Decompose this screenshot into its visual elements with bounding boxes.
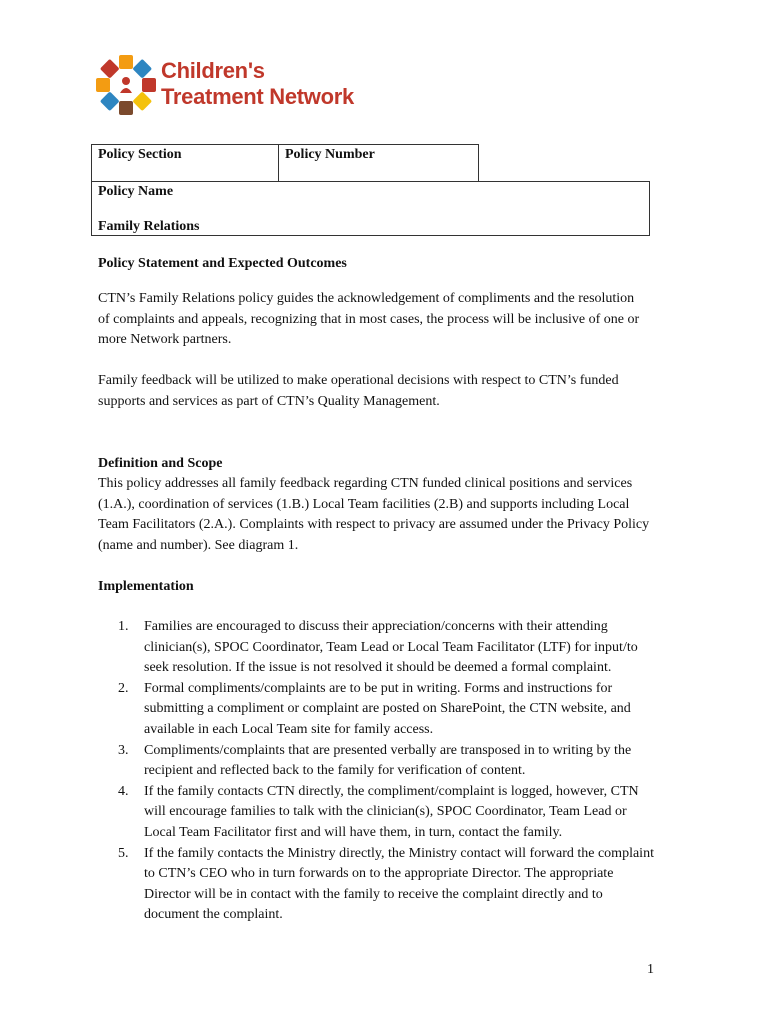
policy-name-label: Policy Name xyxy=(98,184,174,199)
list-item-text: Families are encouraged to discuss their appreciation/concerns with their attending clinician(s), SPOC Coordinator, Team Lead or Local Team Facilitator (LTF) for input/to seek resolution. If the issue is not resolved it should be deemed a formal complaint. xyxy=(144,619,638,676)
list-item xyxy=(98,617,658,679)
statement-heading: Policy Statement and Expected Outcomes xyxy=(98,256,347,271)
list-item-number: 3. xyxy=(118,742,129,758)
implementation-list xyxy=(98,617,658,926)
ctn-logo-wordmark xyxy=(161,58,354,110)
list-item xyxy=(98,782,658,844)
policy-section-label: Policy Section xyxy=(98,147,182,162)
list-item-number: 5. xyxy=(118,845,129,861)
list-item-number: 1. xyxy=(118,619,129,634)
ctn-logo-mark-icon xyxy=(95,54,157,116)
list-item xyxy=(98,844,658,926)
list-item-text: Formal compliments/complaints are to be put in writing. Forms and instructions for submitting a compliment or complaint are posted on SharePoint, the CTN website, and available in each Local Team site for family access. xyxy=(144,680,631,737)
scope-paragraph: This policy addresses all family feedback regarding CTN funded clinical positions and services (1.A.), coordination of services (1.B.) Local Team facilities (2.B) and supports including Local Team Facilitators (2.A.). Complaints with respect to privacy are assumed under the Privacy Policy (name and number). See diagram 1. xyxy=(98,476,650,553)
ctn-logo xyxy=(95,52,365,116)
page-number: 1 xyxy=(647,962,654,977)
statement-paragraph-2: Family feedback will be utilized to make operational decisions with respect to CTN’s funded supports and services as part of CTN’s Quality Management. xyxy=(98,373,619,409)
implementation-heading: Implementation xyxy=(98,579,194,594)
policy-number-label: Policy Number xyxy=(285,147,375,162)
list-item-text: Compliments/complaints that are presented verbally are transposed in to writing by the recipient and reflected back to the family for verification of content. xyxy=(144,742,632,779)
scope-heading: Definition and Scope xyxy=(98,456,223,471)
list-item-text: If the family contacts CTN directly, the compliment/complaint is logged, however, CTN will encourage families to talk with the clinician(s), SPOC Coordinator, Team Lead or Local Team Facilitator first and will have them, in turn, contact the family. xyxy=(144,783,639,840)
logo-line-2: Treatment Network xyxy=(161,84,354,109)
list-item-number: 4. xyxy=(118,783,129,799)
logo-line-1: Children's xyxy=(161,58,265,83)
policy-name-value: Family Relations xyxy=(98,219,200,234)
list-item xyxy=(98,679,658,741)
list-item-text: If the family contacts the Ministry directly, the Ministry contact will forward the complaint to CTN’s CEO who in turn forwards on to the appropriate Director. The appropriate Director will be in contact with the family to receive the complaint directly and to document the complaint. xyxy=(144,845,654,923)
statement-paragraph-1: CTN’s Family Relations policy guides the acknowledgement of compliments and the resolution of complaints and appeals, recognizing that in most cases, the process will be inclusive of one or more Network partners. xyxy=(98,291,640,348)
list-item-number: 2. xyxy=(118,680,129,696)
list-item xyxy=(98,741,658,782)
